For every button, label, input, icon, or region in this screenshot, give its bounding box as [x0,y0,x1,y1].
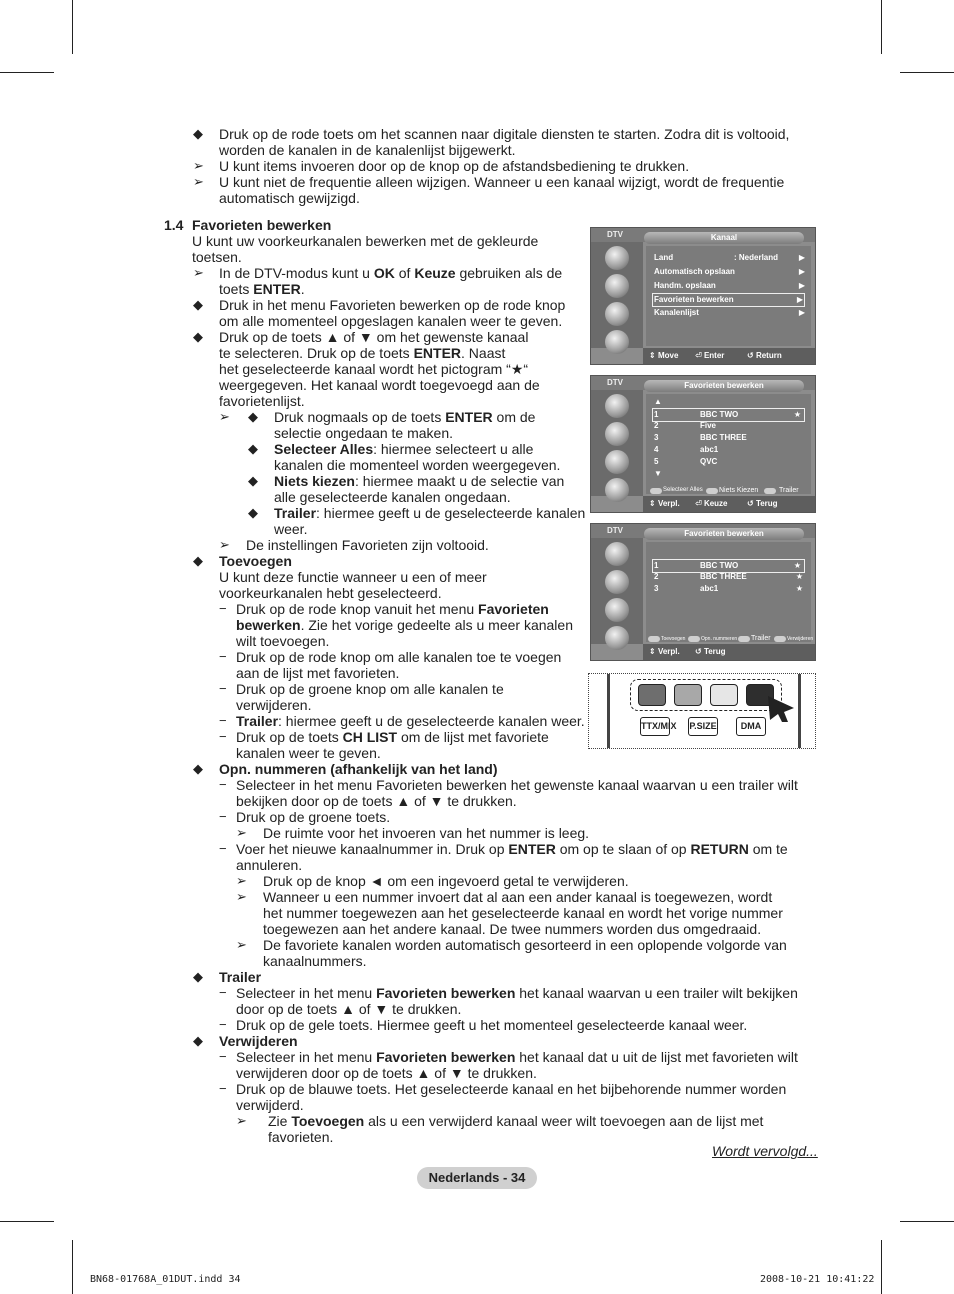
menu-item[interactable]: Automatisch opslaan ▶ [654,267,805,276]
menu-item[interactable]: Land : Nederland ▶ [654,253,805,262]
dash-bullet: − [219,681,227,696]
yellow-button[interactable] [710,684,738,706]
channel-row-selected[interactable]: 1 BBC TWO ★ [652,559,805,573]
menu-sidebar [591,242,643,348]
text-line: Druk op de rode knop om alle kanalen toe te voegen [236,649,562,665]
text-line: annuleren. [236,857,303,873]
diamond-bullet-icon: ◆ [193,969,203,984]
channel-row[interactable]: 2 BBC THREE ★ [654,572,803,581]
text-line: Trailer: hiermee geeft u de geselecteerde kanalen [274,505,586,521]
text-line: te selecteren. Druk op de toets ENTER. Naast [219,345,506,361]
text-line: aan de lijst met favorieten. [236,665,400,681]
dtv-label: DTV [607,230,623,239]
yellow-button-icon [738,636,750,642]
return-hint: ↺ Terug [695,647,726,656]
channel-row[interactable]: 5 QVC [654,457,718,466]
subheading: Opn. nummeren (afhankelijk van het land) [219,761,498,777]
picture-icon[interactable] [605,246,629,270]
menu-item[interactable]: Handm. opslaan ▶ [654,281,805,290]
text-line: door op de toets ▲ of ▼ te drukken. [236,1001,462,1017]
arrow-bullet-icon: ➢ [236,1113,247,1128]
arrow-bullet-icon: ➢ [219,537,230,552]
text-line: Selecteer in het menu Favorieten bewerken het gewenste kanaal waarvan u een trailer wilt [236,777,798,793]
diamond-bullet-icon: ◆ [193,126,203,141]
menu-footer [643,644,815,660]
diamond-bullet-icon: ◆ [248,441,258,456]
channel-icon[interactable] [605,598,629,622]
channel-row-selected[interactable]: 1 BBC TWO ★ [652,408,805,422]
section-intro: U kunt uw voorkeurkanalen bewerken met de gekleurde [192,233,539,249]
crop-mark [72,1240,73,1294]
text-line: Druk op de gele toets. Hiermee geeft u het momenteel geselecteerde kanaal weer. [236,1017,748,1033]
dash-bullet: − [219,985,227,1000]
yellow-button-icon [764,488,776,494]
text-line: weer. [274,521,308,537]
tv-menu-favorieten [590,375,816,513]
text-line: Druk op de groene knop om alle kanalen te [236,681,504,697]
diamond-bullet-icon: ◆ [248,505,258,520]
text-line: voorkeurkanalen hebt geselecteerd. [219,585,442,601]
arrow-bullet-icon: ➢ [219,409,230,424]
arrow-bullet-icon: ➢ [236,889,247,904]
crop-mark [0,1221,54,1222]
text-line: verwijderd. [236,1097,304,1113]
arrow-bullet-icon: ➢ [236,873,247,888]
dash-bullet: − [219,809,227,824]
trailer-label: Trailer [779,487,799,494]
channel-row[interactable]: 4 abc1 [654,445,719,454]
text-line: Selecteer Alles: hiermee selecteert u alle [274,441,534,457]
renumber-label: Opn. nummeren [701,636,738,642]
menu-title: Favorieten bewerken [644,528,804,540]
continued-note: Wordt vervolgd... [712,1143,818,1159]
move-hint: ⇕ Move [649,351,679,360]
text-line: toegewezen aan het andere kanaal. De twee nummers worden dus omgedraaid. [263,921,762,937]
text-line: het nummer toegewezen aan het geselecteerde kanaal en wordt het vorige nummer [263,905,783,921]
arrow-bullet-icon: ➢ [236,937,247,952]
text-line: Druk op de blauwe toets. Het geselecteerde kanaal en het bijbehorende nummer worden [236,1081,787,1097]
tv-menu-favorieten-added [590,523,816,661]
channel-list [646,542,814,642]
text-line: kanalen die momenteel worden weergegeven. [274,457,561,473]
dash-bullet: − [219,729,227,744]
sound-icon[interactable] [605,422,629,446]
text-line: Zie Toevoegen als u een verwijderd kanaal weer wilt toevoegen aan de lijst met [268,1113,764,1129]
trailer-label: Trailer [751,635,771,642]
dtv-label: DTV [607,378,623,387]
add-label: Toevoegen [661,636,686,642]
text-line: toets ENTER. [219,281,305,297]
menu-title: Kanaal [644,232,804,244]
ttx-mix-button[interactable]: TTX/MIX [640,717,670,736]
diamond-bullet-icon: ◆ [193,329,203,344]
crop-mark [881,1240,882,1294]
text-line: Druk op de rode knop vanuit het menu Favorieten [236,601,549,617]
setup-icon[interactable] [605,478,629,502]
channel-row[interactable]: 3 abc1 ★ [654,584,803,593]
text-line: Niets kiezen: hiermee maakt u de selectie van [274,473,565,489]
crop-mark [881,0,882,54]
text-line: Selecteer in het menu Favorieten bewerken het kanaal dat u uit de lijst met favorieten wilt [236,1049,798,1065]
text-line: selectie ongedaan te maken. [274,425,454,441]
subheading: Toevoegen [219,553,292,569]
text-line: De favoriete kanalen worden automatisch gesorteerd in een oplopende volgorde van [263,937,787,953]
text-line: weergegeven. Het kanaal wordt toegevoegd aan de [219,377,540,393]
diamond-bullet-icon: ◆ [193,761,203,776]
text-line: Druk in het menu Favorieten bewerken op de rode knop [219,297,566,313]
text-line: In de DTV-modus kunt u OK of Keuze gebruiken als de [219,265,563,281]
picture-icon[interactable] [605,542,629,566]
move-hint: ⇕ Verpl. [649,499,680,508]
crop-mark [900,1221,954,1222]
crop-mark [72,0,73,54]
text-line: Druk nogmaals op de toets ENTER om de [274,409,536,425]
dash-bullet: − [219,601,227,616]
diamond-bullet-icon: ◆ [193,553,203,568]
menu-item-selected[interactable]: Favorieten bewerken ▶ [652,293,805,307]
text-line: favorieten. [268,1129,334,1145]
psize-button[interactable]: P.SIZE [688,717,718,736]
subheading: Trailer [219,969,262,985]
page-number: Nederlands - 34 [417,1167,537,1189]
diamond-bullet-icon: ◆ [193,297,203,312]
subheading: Verwijderen [219,1033,298,1049]
text-line: Druk op de knop ◄ om een ingevoerd getal te verwijderen. [263,873,629,889]
text-line: Trailer: hiermee geeft u de geselecteerde kanalen weer. [236,713,585,729]
text-line: De instellingen Favorieten zijn voltooid. [246,537,489,553]
remote-body [607,674,801,748]
red-button[interactable] [638,684,666,706]
dash-bullet: − [219,713,227,728]
enter-hint: ⏎ Keuze [695,499,728,508]
intro-line: U kunt niet de frequentie alleen wijzigen. Wanneer u een kanaal wijzigt, wordt de frequentie [219,174,785,190]
channel-row[interactable]: 3 BBC THREE [654,433,747,442]
text-line: U kunt deze functie wanneer u een of meer [219,569,487,585]
section-title: Favorieten bewerken [192,217,332,233]
text-line: bekijken door op de toets ▲ of ▼ te drukken. [236,793,517,809]
crop-mark [0,72,54,73]
green-button-icon [688,636,700,642]
text-line: favorietenlijst. [219,393,305,409]
picture-icon[interactable] [605,394,629,418]
text-line: alle geselecteerde kanalen ongedaan. [274,489,511,505]
channel-icon[interactable] [605,450,629,474]
text-line: verwijderen. [236,697,312,713]
menu-item[interactable]: Kanalenlijst ▶ [654,308,805,317]
green-button-icon [706,488,718,494]
text-line: verwijderen door op de toets ▲ of ▼ te drukken. [236,1065,537,1081]
menu-sidebar [591,390,643,496]
sound-icon[interactable] [605,570,629,594]
dash-bullet: − [219,1049,227,1064]
return-hint: ↺ Terug [747,499,778,508]
text-line: Druk op de toets ▲ of ▼ om het gewenste kanaal [219,329,529,345]
text-line: om alle momenteel opgeslagen kanalen weer te geven. [219,313,563,329]
tv-menu-kanaal [590,227,816,365]
arrow-bullet-icon: ➢ [193,174,204,189]
text-line: Druk op de groene toets. [236,809,391,825]
dma-button[interactable]: DMA [736,717,766,736]
dash-bullet: − [219,841,227,856]
intro-line: U kunt items invoeren door op de knop op de afstandsbediening te drukken. [219,158,690,174]
dtv-label: DTV [607,526,623,535]
dash-bullet: − [219,777,227,792]
text-line: kanalen weer te geven. [236,745,381,761]
arrow-bullet-icon: ➢ [236,825,247,840]
text-line: het geselecteerde kanaal wordt het pictogram “★“ [219,361,529,377]
green-button[interactable] [674,684,702,706]
print-footer-left: BN68-01768A_01DUT.indd 34 [90,1274,241,1285]
menu-title: Favorieten bewerken [644,380,804,392]
channel-icon[interactable] [605,302,629,326]
dash-bullet: − [219,649,227,664]
channel-list [646,394,811,494]
delete-label: Verwijderen [787,636,814,642]
select-none-label: Niets Kiezen [719,487,759,494]
crop-mark [900,72,954,73]
setup-icon[interactable] [605,330,629,354]
pointer-arrow-icon [766,694,796,724]
diamond-bullet-icon: ◆ [193,1033,203,1048]
arrow-bullet-icon: ➢ [193,265,204,280]
sound-icon[interactable] [605,274,629,298]
text-line: Voer het nieuwe kanaalnummer in. Druk op ENTER om op te slaan of op RETURN om te [236,841,788,857]
section-number: 1.4 [164,217,184,233]
text-line: bewerken. Zie het vorige gedeelte als u meer kanalen [236,617,573,633]
channel-row[interactable]: 2 Five [654,421,717,430]
menu-list [646,246,811,346]
red-button-icon [650,488,662,494]
intro-line: worden de kanalen in de kanalenlijst bijgewerkt. [219,142,516,158]
setup-icon[interactable] [605,626,629,650]
intro-line: automatisch gewijzigd. [219,190,360,206]
enter-hint: ⏎ Enter [695,351,725,360]
intro-line: Druk op de rode toets om het scannen naar digitale diensten te starten. Zodra dit is voltooid, [219,126,790,142]
select-all-label: Selecteer Alles [663,487,703,493]
text-line: Selecteer in het menu Favorieten bewerken het kanaal waarvan u een trailer wilt bekijken [236,985,798,1001]
red-button-icon [648,636,660,642]
text-line: Druk op de toets CH LIST om de lijst met favoriete [236,729,549,745]
remote-illustration [588,673,816,749]
arrow-bullet-icon: ➢ [193,158,204,173]
scroll-down-icon[interactable]: ▼ [654,469,662,478]
diamond-bullet-icon: ◆ [248,409,258,424]
text-line: kanaalnummers. [263,953,367,969]
text-line: Wanneer u een nummer invoert dat al aan een ander kanaal is toegewezen, wordt [263,889,773,905]
return-hint: ↺ Return [747,351,782,360]
menu-footer [643,348,815,364]
text-line: De ruimte voor het invoeren van het nummer is leeg. [263,825,590,841]
section-intro: toetsen. [192,249,242,265]
menu-footer [643,496,815,512]
move-hint: ⇕ Verpl. [649,647,680,656]
menu-sidebar [591,538,643,644]
diamond-bullet-icon: ◆ [248,473,258,488]
text-line: wilt toevoegen. [236,633,330,649]
scroll-up-icon[interactable]: ▲ [654,397,662,406]
blue-button-icon [774,636,786,642]
dash-bullet: − [219,1081,227,1096]
dash-bullet: − [219,1017,227,1032]
print-footer-right: 2008-10-21 10:41:22 [760,1274,875,1285]
